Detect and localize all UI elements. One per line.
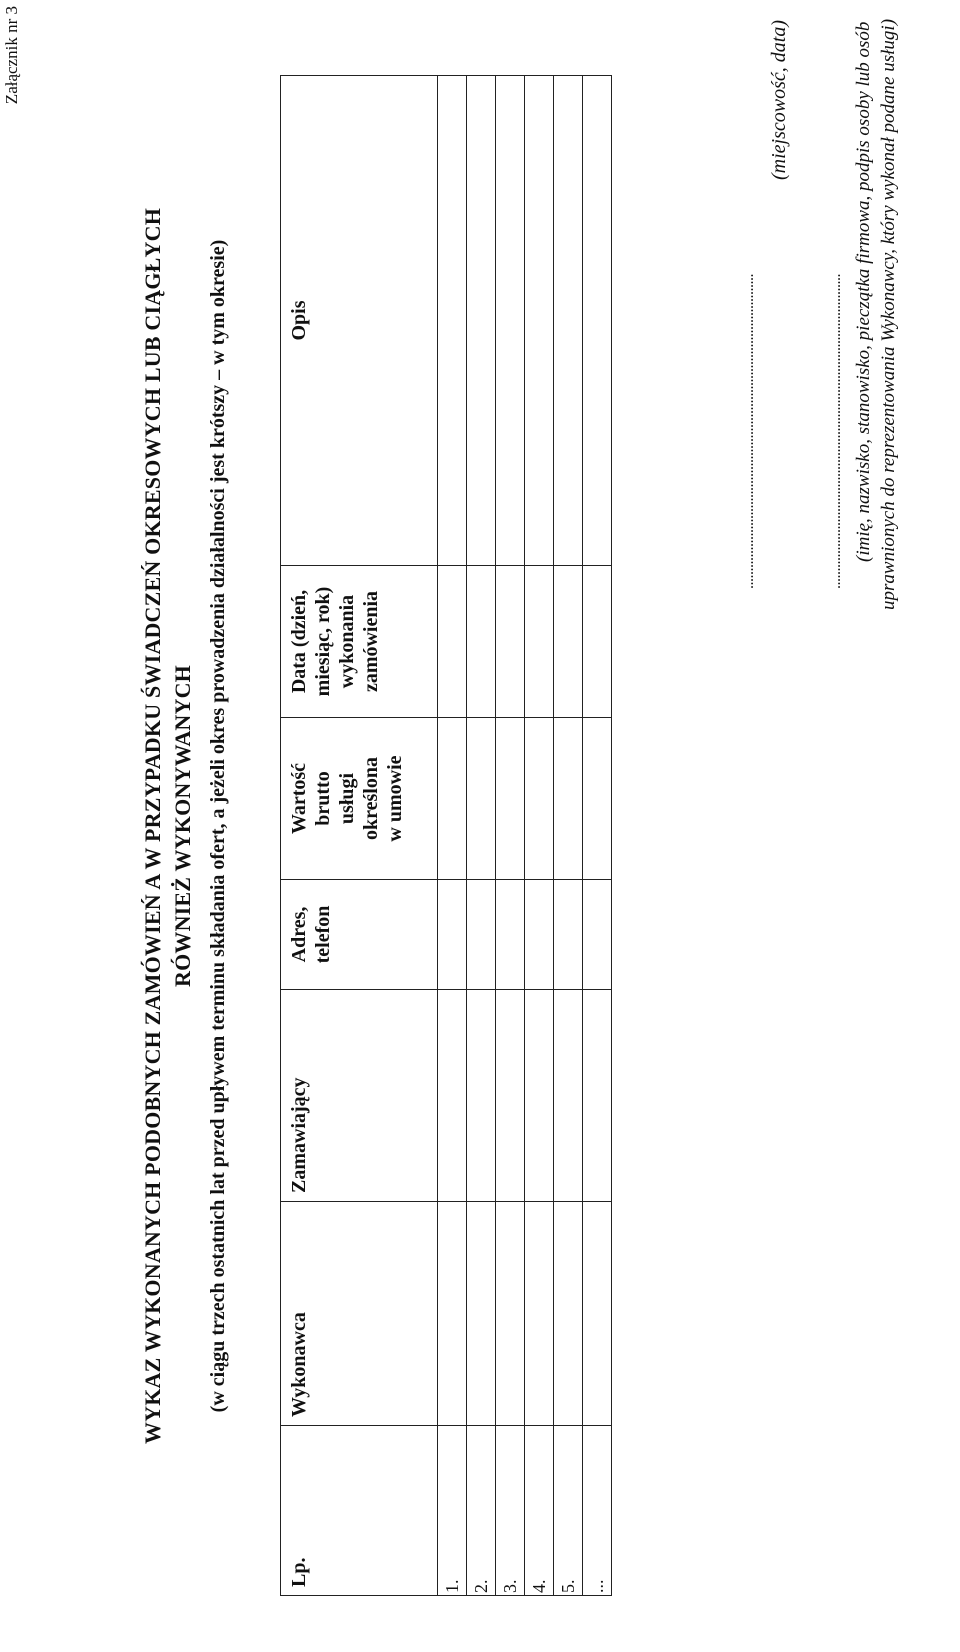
table-row: [438, 76, 467, 1596]
cell-data[interactable]: [467, 566, 496, 718]
cell-adres[interactable]: [525, 880, 554, 990]
cell-wartosc[interactable]: [525, 718, 554, 880]
cell-adres[interactable]: [583, 880, 612, 990]
table-row: [525, 76, 554, 1596]
header-zamawiajacy: Zamawiający: [281, 990, 438, 1202]
cell-adres[interactable]: [467, 880, 496, 990]
cell-wartosc[interactable]: [583, 718, 612, 880]
cell-wykonawca[interactable]: [554, 1202, 583, 1426]
cell-data[interactable]: [438, 566, 467, 718]
place-date-dotted-line: ..........................................................................................: [740, 274, 757, 589]
signature-dotted-line: ..........................................................................................: [827, 274, 844, 589]
cell-opis[interactable]: [438, 76, 467, 566]
table-row: [554, 76, 583, 1596]
header-adres: Adres, telefon: [281, 880, 438, 990]
row-number: ...: [583, 1426, 612, 1596]
row-number: 5.: [554, 1426, 583, 1596]
cell-data[interactable]: [554, 566, 583, 718]
document-title-continued: RÓWNIEŻ WYKONYWANYCH: [170, 665, 195, 988]
row-number: 1.: [438, 1426, 467, 1596]
cell-adres[interactable]: [438, 880, 467, 990]
document-title: WYKAZ WYKONANYCH PODOBNYCH ZAMÓWIEŃ A W PRZYPADKU ŚWIADCZEŃ OKRESOWYCH LUB CIĄGŁYCH: [140, 207, 165, 1445]
cell-wartosc[interactable]: [467, 718, 496, 880]
header-lp: Lp.: [281, 1426, 438, 1596]
cell-wykonawca[interactable]: [525, 1202, 554, 1426]
cell-wartosc[interactable]: [496, 718, 525, 880]
header-data: Data (dzień, miesiąc, rok) wykonania zamówienia: [281, 566, 438, 718]
cell-data[interactable]: [525, 566, 554, 718]
document-subtitle: (w ciągu trzech ostatnich lat przed upływem terminu składania ofert, a jeżeli okres prowadzenia działalności jest krótszy – w tym okresie): [207, 239, 229, 1413]
cell-wykonawca[interactable]: [583, 1202, 612, 1426]
table-header-row: [281, 76, 438, 1596]
cell-zamawiajacy[interactable]: [467, 990, 496, 1202]
cell-wartosc[interactable]: [438, 718, 467, 880]
cell-wykonawca[interactable]: [467, 1202, 496, 1426]
row-number: 2.: [467, 1426, 496, 1596]
row-number: 4.: [525, 1426, 554, 1596]
table-row: [496, 76, 525, 1596]
cell-adres[interactable]: [496, 880, 525, 990]
table-row: [583, 76, 612, 1596]
cell-wykonawca[interactable]: [438, 1202, 467, 1426]
cell-zamawiajacy[interactable]: [438, 990, 467, 1202]
table-row: [467, 76, 496, 1596]
cell-data[interactable]: [496, 566, 525, 718]
cell-opis[interactable]: [525, 76, 554, 566]
cell-data[interactable]: [583, 566, 612, 718]
cell-zamawiajacy[interactable]: [496, 990, 525, 1202]
signature-caption-line1: (imię, nazwisko, stanowisko, pieczątka firmowa, podpis osoby lub osób: [853, 21, 874, 562]
cell-opis[interactable]: [554, 76, 583, 566]
cell-zamawiajacy[interactable]: [554, 990, 583, 1202]
cell-zamawiajacy[interactable]: [583, 990, 612, 1202]
cell-opis[interactable]: [583, 76, 612, 566]
cell-opis[interactable]: [496, 76, 525, 566]
cell-zamawiajacy[interactable]: [525, 990, 554, 1202]
services-table: [280, 75, 612, 1596]
header-opis: Opis: [281, 76, 438, 566]
row-number: 3.: [496, 1426, 525, 1596]
signature-caption-line2: uprawnionych do reprezentowania Wykonawcy, który wykonał podane usługi): [878, 18, 899, 610]
cell-opis[interactable]: [467, 76, 496, 566]
header-wykonawca: Wykonawca: [281, 1202, 438, 1426]
table-body: [438, 76, 612, 1596]
place-date-caption: (miejscowość, data): [768, 20, 790, 180]
header-wartosc: Wartość brutto usługi określona w umowie: [281, 718, 438, 880]
cell-wykonawca[interactable]: [496, 1202, 525, 1426]
annex-label: Załącznik nr 3: [2, 6, 21, 105]
cell-wartosc[interactable]: [554, 718, 583, 880]
cell-adres[interactable]: [554, 880, 583, 990]
